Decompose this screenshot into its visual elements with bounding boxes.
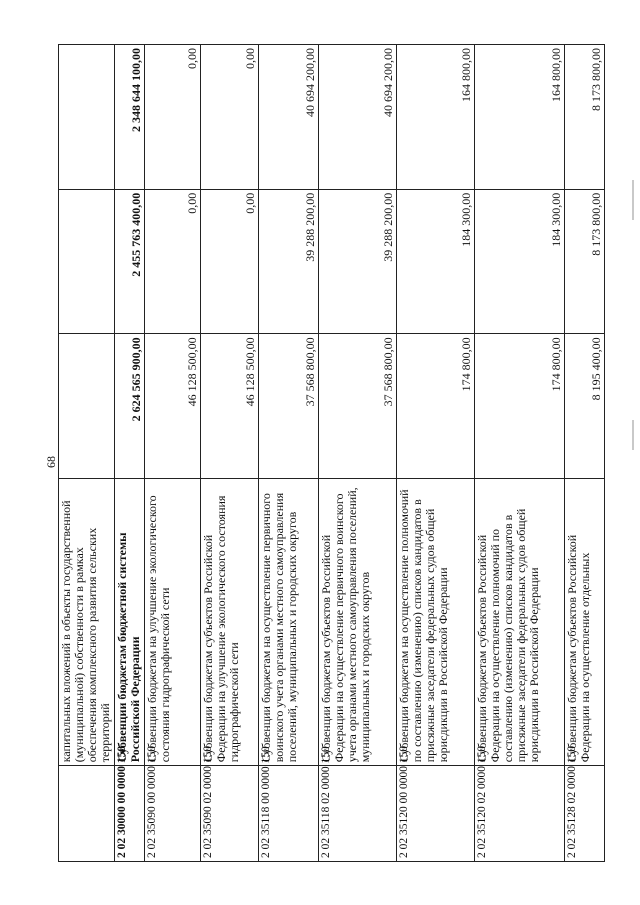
amount-cell-3 <box>59 45 115 190</box>
amount-cell-1: 37 568 800,00 <box>319 334 397 479</box>
description-cell: Субвенции бюджетам субъектов Российской Федерации на осуществление полномочий по составлению (изменению) списков кандидатов в присяжные заседатели федеральных судов общей юрисдикции в Российской Федерации <box>475 479 565 766</box>
budget-table-body <box>59 45 605 862</box>
amount-cell-1: 174 800,00 <box>397 334 475 479</box>
description-cell: Субвенции бюджетам на осуществление полномочий по составлению (изменению) списков кандидатов в присяжные заседатели федеральных судов общей юрисдикции в Российской Федерации <box>397 479 475 766</box>
description-cell: капитальных вложений в объекты государственной (муниципальной) собственности в рамках обеспечения комплексного развития сельских территорий <box>59 479 115 766</box>
table-row <box>475 45 565 862</box>
description-cell: Субвенции бюджетам бюджетной системы Российской Федерации <box>115 479 145 766</box>
page-number: 68 <box>44 456 58 468</box>
table-row <box>259 45 319 862</box>
scan-artifact <box>632 180 634 220</box>
amount-cell-2: 2 455 763 400,00 <box>115 189 145 334</box>
amount-cell-2: 39 288 200,00 <box>319 189 397 334</box>
description-cell: Субвенции бюджетам на улучшение экологического состояния гидрографической сети <box>145 479 201 766</box>
budget-code-cell: 2 02 35128 02 0000 150 <box>565 766 605 862</box>
amount-cell-3: 8 173 800,00 <box>565 45 605 190</box>
budget-code-cell: 2 02 35118 00 0000 150 <box>259 766 319 862</box>
budget-code-cell: 2 02 35120 02 0000 150 <box>475 766 565 862</box>
table-row <box>145 45 201 862</box>
table-row-continuation <box>59 45 115 862</box>
budget-code-cell: 2 02 30000 00 0000 150 <box>115 766 145 862</box>
amount-cell-3: 0,00 <box>145 45 201 190</box>
table-row <box>397 45 475 862</box>
budget-table <box>58 44 605 862</box>
amount-cell-2: 0,00 <box>201 189 259 334</box>
description-cell: Субвенции бюджетам субъектов Российской Федерации на осуществление первичного воинского учета органами местного самоуправления поселений, муниципальных и городских округов <box>319 479 397 766</box>
amount-cell-3: 40 694 200,00 <box>319 45 397 190</box>
amount-cell-1: 46 128 500,00 <box>145 334 201 479</box>
amount-cell-1 <box>59 334 115 479</box>
amount-cell-1: 8 195 400,00 <box>565 334 605 479</box>
description-cell: Субвенции бюджетам на осуществление первичного воинского учета органами местного самоуправления поселений, муниципальных и городских округов <box>259 479 319 766</box>
amount-cell-1: 37 568 800,00 <box>259 334 319 479</box>
description-cell: Субвенции бюджетам субъектов Российской Федерации на осуществление отдельных <box>565 479 605 766</box>
table-row <box>319 45 397 862</box>
amount-cell-2: 0,00 <box>145 189 201 334</box>
table-row <box>201 45 259 862</box>
amount-cell-1: 174 800,00 <box>475 334 565 479</box>
budget-table-container <box>58 44 605 862</box>
budget-code-cell: 2 02 35120 00 0000 150 <box>397 766 475 862</box>
budget-code-cell <box>59 766 115 862</box>
amount-cell-1: 46 128 500,00 <box>201 334 259 479</box>
scan-artifact <box>632 420 634 450</box>
table-row <box>115 45 145 862</box>
amount-cell-2 <box>59 189 115 334</box>
amount-cell-1: 2 624 565 900,00 <box>115 334 145 479</box>
amount-cell-3: 164 800,00 <box>397 45 475 190</box>
amount-cell-2: 184 300,00 <box>475 189 565 334</box>
amount-cell-3: 40 694 200,00 <box>259 45 319 190</box>
budget-code-cell: 2 02 35118 02 0000 150 <box>319 766 397 862</box>
amount-cell-2: 184 300,00 <box>397 189 475 334</box>
amount-cell-3: 0,00 <box>201 45 259 190</box>
description-cell: Субвенции бюджетам субъектов Российской Федерации на улучшение экологического состояния гидрографической сети <box>201 479 259 766</box>
budget-code-cell: 2 02 35090 00 0000 150 <box>145 766 201 862</box>
budget-code-cell: 2 02 35090 02 0000 150 <box>201 766 259 862</box>
amount-cell-3: 164 800,00 <box>475 45 565 190</box>
table-row <box>565 45 605 862</box>
amount-cell-2: 39 288 200,00 <box>259 189 319 334</box>
amount-cell-3: 2 348 644 100,00 <box>115 45 145 190</box>
amount-cell-2: 8 173 800,00 <box>565 189 605 334</box>
